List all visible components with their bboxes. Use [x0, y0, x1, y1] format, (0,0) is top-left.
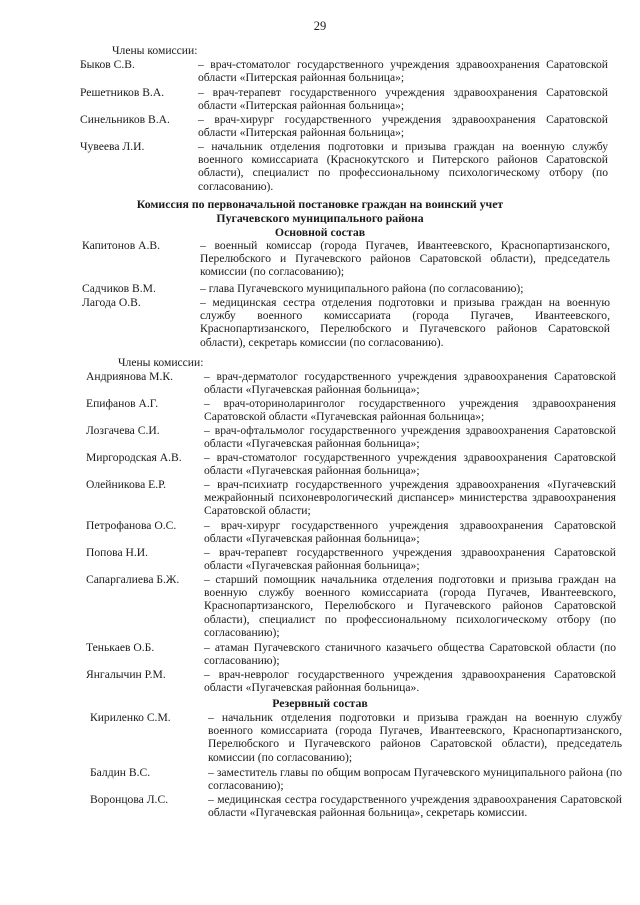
member-name: Капитонов А.В.: [82, 239, 160, 252]
member-role: – врач-офтальмолог государственного учреждения здравоохранения Саратовской области «Пугачевская районная больница»;: [204, 424, 616, 451]
member-role: – заместитель главы по общим вопросам Пугачевского муниципального района (по согласованию);: [208, 766, 622, 793]
member-role: – врач-стоматолог государственного учреждения здравоохранения Саратовской области «Пугачевская районная больница»;: [204, 451, 616, 478]
member-name: Тенькаев О.Б.: [86, 641, 155, 654]
member-name: Сапаргалиева Б.Ж.: [86, 573, 180, 586]
member-role: – глава Пугачевского муниципального района (по согласованию);: [200, 282, 524, 295]
member-role: – врач-хирург государственного учреждения здравоохранения Саратовской области «Питерская районная больница»;: [198, 113, 608, 140]
member-name: Петрофанова О.С.: [86, 519, 177, 532]
member-name: Кириленко С.М.: [90, 711, 171, 724]
member-name: Быков С.В.: [80, 58, 135, 71]
member-role: – врач-психиатр государственного учреждения здравоохранения «Пугачевский межрайонный психоневрологический диспансер» министерства здравоохранения Саратовской области;: [204, 478, 616, 518]
member-role: – врач-дерматолог государственного учреждения здравоохранения Саратовской области «Пугачевская районная больница»;: [204, 370, 616, 397]
member-name: Олейникова Е.Р.: [86, 478, 167, 491]
member-name: Садчиков В.М.: [82, 282, 156, 295]
member-role: – врач-терапевт государственного учреждения здравоохранения Саратовской области «Питерская районная больница»;: [198, 86, 608, 113]
member-name: Решетников В.А.: [80, 86, 165, 99]
member-name: Янгалычин Р.М.: [86, 668, 166, 681]
member-name: Воронцова Л.С.: [90, 793, 169, 806]
member-name: Лозгачева С.И.: [86, 424, 160, 437]
member-role: – начальник отделения подготовки и призыва граждан на военную службу военного комиссариата (города Пугачев, Ивантеевского, Краснопартизанского, Перелюбского и Пугачевского районов Саратовской области), председатель комиссии (по согласованию);: [208, 711, 622, 764]
member-role: – медицинская сестра государственного учреждения здравоохранения Саратовской области «Пугачевская районная больница», секретарь комиссии.: [208, 793, 622, 820]
members-label-1: Члены комиссии:: [112, 44, 198, 57]
member-name: Епифанов А.Г.: [86, 397, 159, 410]
member-name: Миргородская А.В.: [86, 451, 182, 464]
member-role: – врач-терапевт государственного учреждения здравоохранения Саратовской области «Пугачевская районная больница»;: [204, 546, 616, 573]
commission-title: Комиссия по первоначальной постановке граждан на воинский учет: [136, 197, 504, 211]
member-role: – начальник отделения подготовки и призыва граждан на военную службу военного комиссариата (Краснокутского и Питерского районов Саратовской области), специалист по профессиональному психологическому отбору (по согласованию).: [198, 140, 608, 193]
member-role: – врач-стоматолог государственного учреждения здравоохранения Саратовской области «Питерская районная больница»;: [198, 58, 608, 85]
member-name: Синельников В.А.: [80, 113, 170, 126]
member-role: – врач-хирург государственного учреждения здравоохранения Саратовской области «Пугачевская районная больница»;: [204, 519, 616, 546]
reserve-composition-heading: Резервный состав: [272, 696, 368, 710]
member-role: – атаман Пугачевского станичного казачьего общества Саратовской области (по согласованию);: [204, 641, 616, 668]
page-number: 29: [313, 19, 327, 33]
member-name: Лагода О.В.: [82, 296, 141, 309]
member-name: Чувеева Л.И.: [80, 140, 145, 153]
member-name: Попова Н.И.: [86, 546, 149, 559]
member-name: Андриянова М.К.: [86, 370, 174, 383]
member-role: – старший помощник начальника отделения подготовки и призыва граждан на военную службу военного комиссариата (города Пугачев, Ивантеевского, Краснопартизанского, Перелюбского и Пугачевского районов Саратовской области), специалист по профессиональному психологическому отбору (по согласованию);: [204, 573, 616, 639]
commission-subtitle: Пугачевского муниципального района: [216, 211, 424, 225]
member-role: – медицинская сестра отделения подготовки и призыва граждан на военную службу военного комиссариата (города Пугачев, Ивантеевского, Краснопартизанского, Перелюбского и Пугачевского районов Саратовской области), секретарь комиссии (по согласованию).: [200, 296, 610, 349]
member-role: – врач-невролог государственного учреждения здравоохранения Саратовской области «Пугачевская районная больница».: [204, 668, 616, 695]
member-name: Балдин В.С.: [90, 766, 151, 779]
main-composition-heading: Основной состав: [274, 225, 366, 239]
members-label-2: Члены комиссии:: [118, 356, 204, 369]
member-role: – военный комиссар (города Пугачев, Ивантеевского, Краснопартизанского, Перелюбского и Пугачевского районов Саратовской области), председатель комиссии (по согласованию);: [200, 239, 610, 279]
member-role: – врач-оториноларинголог государственного учреждения здравоохранения Саратовской области «Пугачевская районная больница»;: [204, 397, 616, 424]
